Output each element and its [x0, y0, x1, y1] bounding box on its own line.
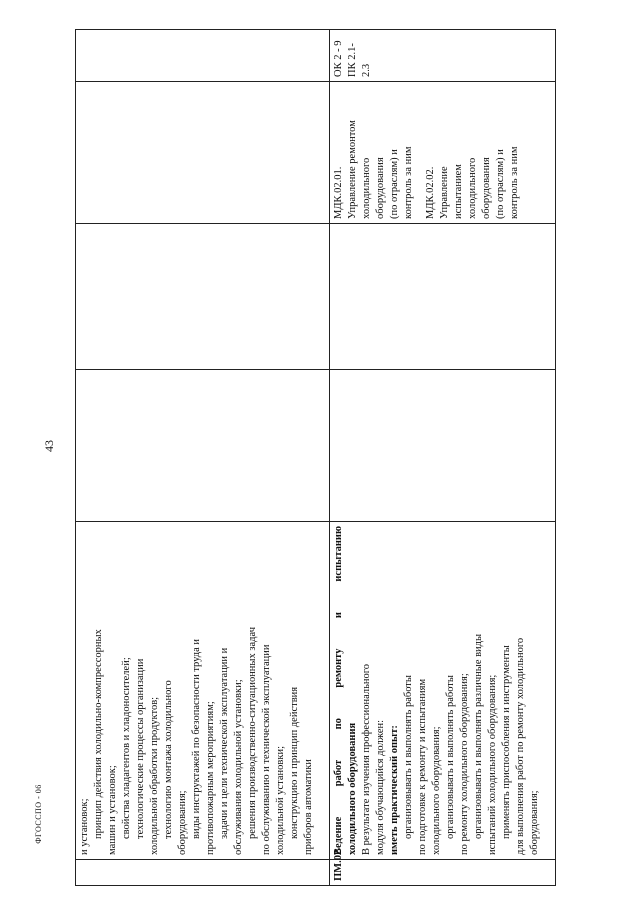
text-line: по подготовке к ремонту и испытаниям — [417, 678, 428, 855]
mdk-line: оборудования — [375, 157, 386, 219]
empty-cell — [76, 30, 330, 82]
continuation-text-cell — [76, 522, 330, 860]
rotated-table-sheet — [75, 30, 555, 886]
empty-cell — [330, 370, 556, 522]
text-line: технологию монтажа холодильного — [163, 680, 174, 839]
text-line: машин и установок; — [107, 765, 118, 855]
text-line: холодильного оборудования; — [431, 726, 442, 855]
text-line: иметь практический опыт: — [389, 725, 400, 855]
competency-code: ОК 2 - 9 — [333, 40, 344, 77]
text-line: организовывать и выполнять работы — [445, 675, 456, 839]
page-number: 43 — [42, 440, 56, 452]
table-row — [330, 30, 556, 886]
competencies-cell — [330, 30, 556, 82]
mdk-line: (по отраслям) и — [495, 149, 506, 219]
mdk-line: холодильного — [467, 157, 478, 219]
mdk-line: (по отраслям) и — [389, 149, 400, 219]
mdk-line: контроль за ним — [509, 146, 520, 219]
spacer — [416, 86, 424, 219]
module-title: холодильного оборудования — [347, 722, 358, 855]
empty-cell — [76, 224, 330, 370]
text-line: конструкцию и принцип действия — [289, 686, 300, 839]
mdk-line: Управление ремонтом — [347, 120, 358, 219]
text-line: модуля обучающийся должен: — [375, 719, 386, 855]
text-line: обслуживания холодильной установки; — [233, 679, 244, 855]
text-line: противопожарным мероприятиям; — [205, 701, 216, 855]
curriculum-table — [75, 29, 556, 886]
module-title: Ведение работ по ремонту и испытанию — [333, 526, 344, 855]
text-line: применять приспособления и инструменты — [501, 645, 512, 839]
text-line: решения производственно-ситуационных задач — [247, 626, 258, 839]
mdk-cell — [330, 82, 556, 224]
mdk-line: Управление — [439, 166, 450, 219]
mdk-line: испытанием — [453, 164, 464, 219]
text-line: по обслуживанию и технической эксплуатации — [261, 644, 272, 855]
text-line: свойства хладагентов и хладоносителей; — [121, 657, 132, 839]
empty-cell — [330, 224, 556, 370]
code-cell-empty — [76, 860, 330, 886]
text-line: холодильной установки; — [275, 745, 286, 855]
table-row — [76, 30, 330, 886]
text-line: и установок; — [79, 798, 90, 855]
footer-code: ФГОССПО - 06 — [34, 784, 43, 844]
text-line: приборов автоматики — [303, 759, 314, 855]
text-line: испытаний холодильного оборудования; — [487, 674, 498, 855]
text-line: организовывать и выполнять различные виды — [473, 633, 484, 839]
text-line: технологические процессы организации — [135, 658, 146, 839]
text-line: задачи и цели технической эксплуатации и — [219, 647, 230, 839]
mdk-line: МДК.02.02. — [425, 166, 436, 219]
text-line: холодильной обработки продуктов; — [149, 696, 160, 855]
text-line: виды инструктажей по безопасности труда и — [191, 639, 202, 839]
text-line: организовывать и выполнять работы — [403, 675, 414, 839]
text-line: оборудования; — [177, 790, 188, 855]
empty-cell — [76, 82, 330, 224]
text-line: оборудования; — [529, 790, 540, 855]
text-line: принцип действия холодильно-компрессорных — [93, 629, 104, 839]
mdk-line: МДК.02.01. — [333, 166, 344, 219]
competency-code: ПК 2.1-2.3 — [347, 43, 372, 77]
text-line: для выполнения работ по ремонту холодильного — [515, 637, 526, 855]
mdk-line: холодильного — [361, 157, 372, 219]
text-line: В результате изучения профессионального — [361, 663, 372, 855]
mdk-line: контроль за ним — [403, 146, 414, 219]
empty-cell — [76, 370, 330, 522]
module-text-cell — [330, 522, 556, 860]
mdk-line: оборудования — [481, 157, 492, 219]
text-line: по ремонту холодильного оборудования; — [459, 673, 470, 855]
module-code-cell: ПМ.02 — [330, 860, 556, 886]
